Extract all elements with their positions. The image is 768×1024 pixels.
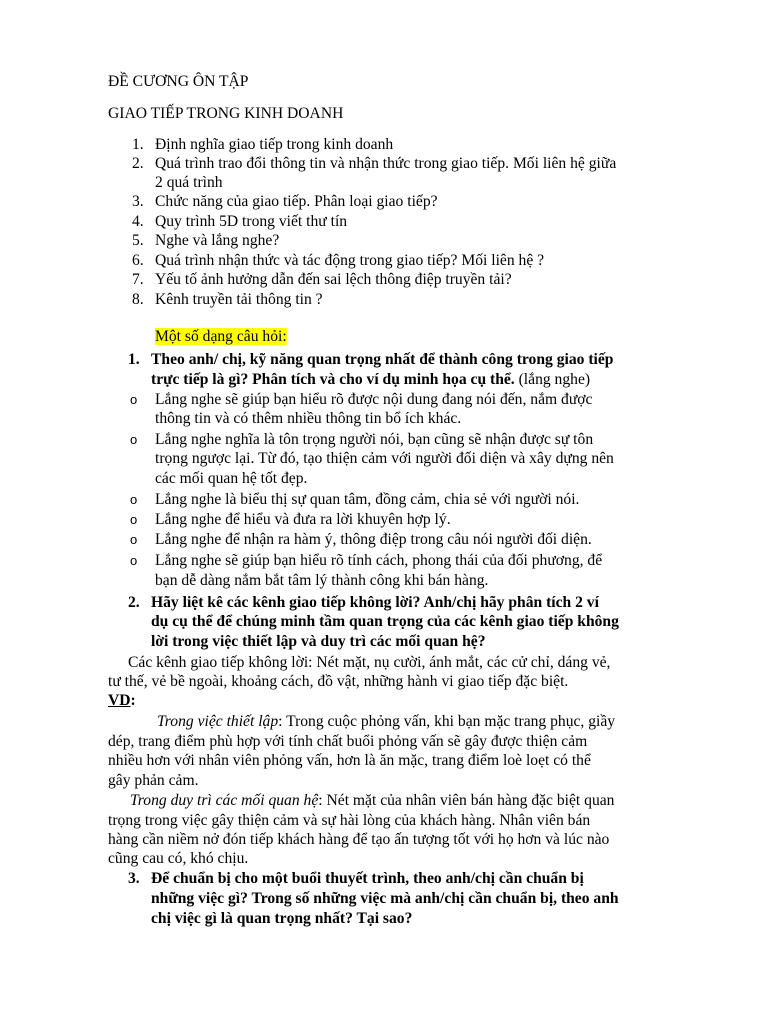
question-3-line-1	[128, 869, 584, 889]
bullet-text: Lắng nghe sẽ giúp bạn hiểu rõ được nội dung đang nói đến, nắm được	[155, 391, 593, 408]
example-label	[108, 691, 136, 711]
question-1-line-1	[128, 350, 613, 370]
highlighted-heading-text: Một số dạng câu hỏi:	[155, 328, 287, 345]
outline-item-7	[132, 270, 512, 290]
question-text: trực tiếp là gì? Phân tích và cho ví dụ minh họa cụ thể.	[151, 371, 515, 388]
bullet-text: Lắng nghe để hiểu và đưa ra lời khuyên hợp lý.	[155, 511, 451, 528]
question-text: Để chuẩn bị cho một buổi thuyết trình, theo anh/chị cần chuẩn bị	[151, 870, 584, 887]
example-label-text: VD	[108, 692, 131, 709]
bullet-icon: o	[130, 492, 138, 507]
example-1-line-2: dép, trang điểm phù hợp với tính chất buổi phỏng vấn sẽ gây được thiện cảm	[108, 733, 588, 750]
bullet-1-line-1	[130, 390, 592, 410]
bullet-text: Lắng nghe sẽ giúp bạn hiểu rõ tính cách, phong thái của đối phương, để	[155, 552, 603, 569]
example-2-line-4: cũng cau có, khó chịu.	[108, 850, 249, 867]
example-2-label: Trong duy trì các mối quan hệ	[130, 792, 319, 809]
example-1-line-4: gây phản cảm.	[108, 772, 199, 789]
question-3-line-3: chị việc gì là quan trọng nhất? Tại sao?	[151, 910, 413, 927]
outline-item-5	[132, 231, 279, 251]
question-number: 3.	[128, 870, 140, 887]
example-1-line-1	[157, 712, 615, 732]
outline-item-8	[132, 290, 323, 310]
list-number: 3.	[132, 193, 144, 210]
list-item-text: Quá trình nhận thức và tác động trong giao tiếp? Mối liên hệ ?	[155, 252, 545, 269]
question-2-line-3: lời trong việc thiết lập và duy trì các mối quan hệ?	[151, 633, 486, 650]
example-1-text: : Trong cuộc phỏng vấn, khi bạn mặc trang phục, giầy	[278, 713, 616, 730]
bullet-text: Lắng nghe để nhận ra hàm ý, thông điệp trong câu nói người đối diện.	[155, 531, 592, 548]
outline-item-6	[132, 251, 544, 271]
bullet-6-line-1	[130, 551, 602, 571]
bullet-icon: o	[130, 432, 138, 447]
list-number: 1.	[132, 136, 144, 153]
outline-item-2	[132, 154, 616, 174]
channels-line-1: Các kênh giao tiếp không lời: Nét mặt, nụ cười, ánh mắt, các cử chỉ, dáng vẻ,	[128, 654, 611, 671]
question-3-line-2: những việc gì? Trong số những việc mà anh/chị cần chuẩn bị, theo anh	[151, 890, 619, 907]
example-2-line-3: hàng cần niềm nở đón tiếp khách hàng để tạo ấn tượng tốt với họ hơn và lúc nào	[108, 831, 610, 848]
question-number: 2.	[128, 594, 140, 611]
document-subtitle: GIAO TIẾP TRONG KINH DOANH	[108, 105, 344, 122]
bullet-icon: o	[130, 553, 138, 568]
example-1-line-3: nhiều hơn với nhân viên phỏng vấn, hơn là ăn mặc, trang điểm loè loẹt có thể	[108, 752, 591, 769]
bullet-2-line-3: các mối quan hệ tốt đẹp.	[155, 470, 308, 487]
question-text: Theo anh/ chị, kỹ năng quan trọng nhất để thành công trong giao tiếp	[151, 351, 614, 368]
bullet-6-line-2: bạn dễ dàng nắm bắt tâm lý thành công khi bán hàng.	[155, 572, 489, 589]
question-answer-hint: (lắng nghe)	[514, 371, 591, 388]
bullet-icon: o	[130, 392, 138, 407]
list-item-text: Quá trình trao đổi thông tin và nhận thức trong giao tiếp. Mối liên hệ giữa	[155, 155, 617, 172]
list-number: 6.	[132, 252, 144, 269]
list-item-text: Nghe và lắng nghe?	[155, 232, 280, 249]
question-number: 1.	[128, 351, 140, 368]
list-item-text: Định nghĩa giao tiếp trong kinh doanh	[155, 136, 394, 153]
question-1-line-2	[151, 370, 590, 390]
bullet-icon: o	[130, 532, 138, 547]
channels-line-2: tư thế, vẻ bề ngoài, khoảng cách, đồ vật, những hành vi giao tiếp đặc biệt.	[108, 673, 569, 690]
list-number: 4.	[132, 213, 144, 230]
outline-item-1	[132, 135, 393, 155]
question-2-line-2: dụ cụ thể để chúng minh tầm quan trọng của các kênh giao tiếp không	[151, 613, 619, 630]
bullet-3	[130, 490, 579, 510]
bullet-text: Lắng nghe nghĩa là tôn trọng người nói, bạn cũng sẽ nhận được sự tôn	[155, 431, 594, 448]
list-item-text: Yếu tố ảnh hưởng dẫn đến sai lệch thông điệp truyền tải?	[155, 271, 512, 288]
example-label-colon: :	[130, 692, 136, 709]
bullet-4	[130, 510, 451, 530]
question-text: Hãy liệt kê các kênh giao tiếp không lời? Anh/chị hãy phân tích 2 ví	[151, 594, 599, 611]
example-2-line-1	[130, 791, 614, 811]
example-2-line-2: trọng trong việc gây thiện cảm và sự hài lòng của khách hàng. Nhân viên bán	[108, 812, 591, 829]
bullet-icon: o	[130, 512, 138, 527]
section-heading	[155, 327, 287, 347]
list-number: 5.	[132, 232, 144, 249]
outline-item-3	[132, 192, 438, 212]
outline-item-2-continued: 2 quá trình	[155, 174, 223, 191]
list-number: 7.	[132, 271, 144, 288]
bullet-1-line-2: thông tin và có thêm nhiều thông tin bổ ích khác.	[155, 410, 462, 427]
list-number: 8.	[132, 291, 144, 308]
bullet-2-line-2: trọng ngược lại. Từ đó, tạo thiện cảm với người đối diện và xây dựng nên	[155, 450, 614, 467]
list-item-text: Chức năng của giao tiếp. Phân loại giao tiếp?	[155, 193, 438, 210]
example-1-label: Trong việc thiết lập	[157, 713, 279, 730]
outline-item-4	[132, 212, 347, 232]
bullet-5	[130, 530, 592, 550]
example-2-text: : Nét mặt của nhân viên bán hàng đặc biệt quan	[318, 792, 615, 809]
document-title: ĐỀ CƯƠNG ÔN TẬP	[108, 73, 249, 90]
bullet-2-line-1	[130, 430, 593, 450]
question-2-line-1	[128, 593, 599, 613]
list-number: 2.	[132, 155, 144, 172]
bullet-text: Lắng nghe là biểu thị sự quan tâm, đồng cảm, chia sẻ với người nói.	[155, 491, 580, 508]
list-item-text: Kênh truyền tải thông tin ?	[155, 291, 323, 308]
list-item-text: Quy trình 5D trong viết thư tín	[155, 213, 348, 230]
